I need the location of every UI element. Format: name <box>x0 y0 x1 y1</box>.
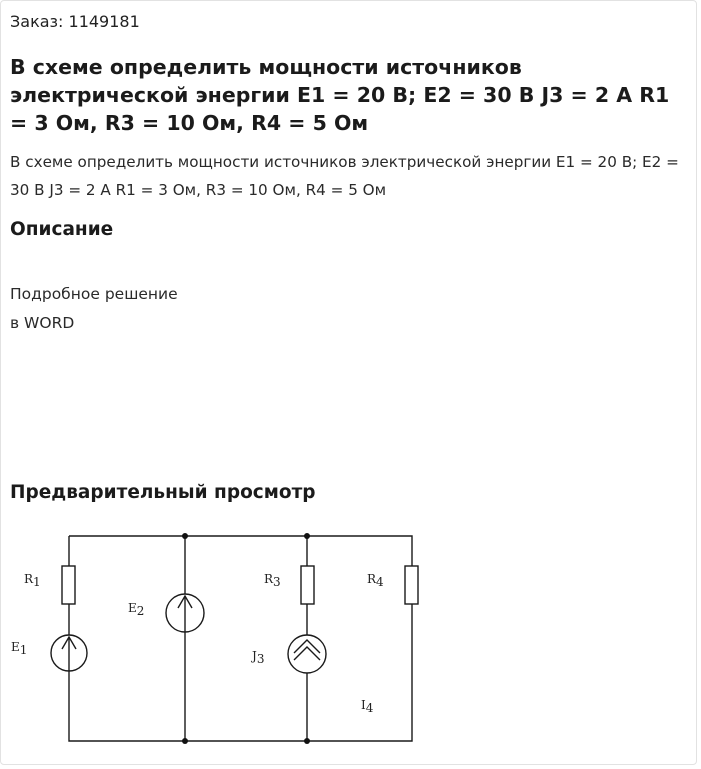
node-dot <box>182 738 188 744</box>
node-dot <box>182 533 188 539</box>
description-line: в WORD <box>10 314 75 332</box>
description-line: Подробное решение <box>10 285 178 303</box>
label-i4: I4 <box>361 698 374 715</box>
description-heading: Описание <box>10 219 114 240</box>
label-e1: E1 <box>11 640 28 657</box>
circuit-diagram <box>1 521 441 756</box>
preview-heading: Предварительный просмотр <box>10 482 316 503</box>
label-r4: R4 <box>367 572 384 589</box>
voltage-source-e2 <box>166 594 204 632</box>
resistor-r3 <box>301 566 314 604</box>
node-dot <box>304 533 310 539</box>
label-r1: R1 <box>24 572 41 589</box>
label-e2: E2 <box>128 601 145 618</box>
page-title: В схеме определить мощности источников электрической энергии E1 = 20 В; E2 = 30 В J3 = 2 А R1 = 3 Ом, R3 = 10 Ом, R4 = 5 Ом <box>10 55 670 135</box>
resistor-r1 <box>62 566 75 604</box>
label-r3: R3 <box>264 572 281 589</box>
resistor-r4 <box>405 566 418 604</box>
current-source-j3 <box>288 635 326 673</box>
label-j3: J3 <box>252 649 265 666</box>
voltage-source-e1 <box>51 635 87 671</box>
junction-nodes <box>182 533 310 744</box>
order-number: Заказ: 1149181 <box>10 12 140 31</box>
node-dot <box>304 738 310 744</box>
task-description: В схеме определить мощности источников электрической энергии E1 = 20 В; E2 = 30 В J3 = 2 А R1 = 3 Ом, R3 = 10 Ом, R4 = 5 Ом <box>10 153 679 199</box>
